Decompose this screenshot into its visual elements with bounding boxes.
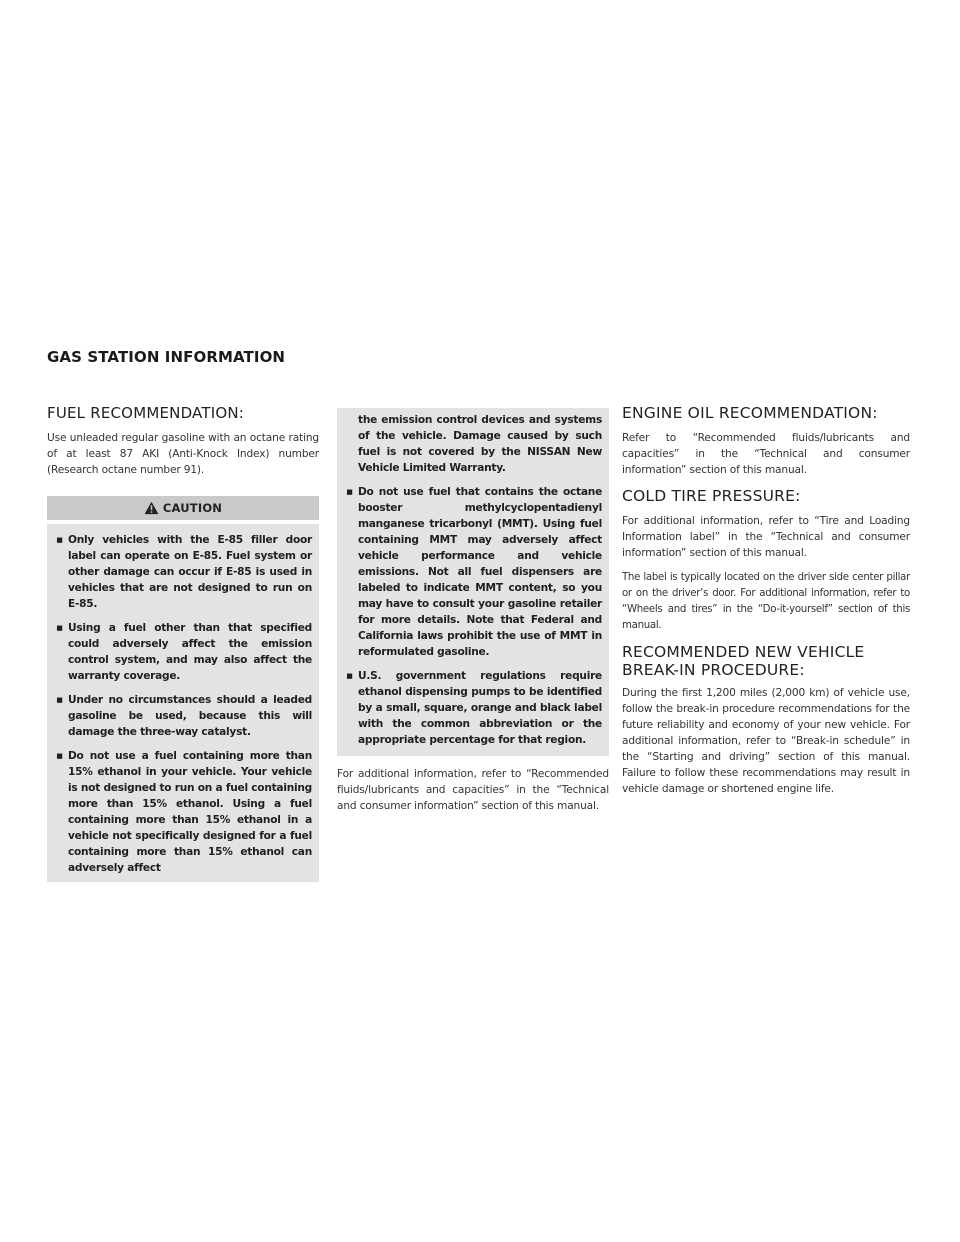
caution-item-continued: [344, 412, 602, 476]
bullet-icon: ▪: [56, 694, 63, 706]
caution-item: [344, 668, 602, 748]
column-1: [47, 404, 319, 882]
bullet-icon: ▪: [56, 534, 63, 546]
caution-box-continued: [337, 408, 609, 756]
caution-item: [344, 484, 602, 660]
caution-item-text: Do not use fuel that contains the octane booster methylcyclopentadienyl manganese tricarbonyl (MMT). Using fuel containing MMT may adversely affect vehicle performance and vehicle emissions. Not all fuel dispensers are labeled to indicate MMT content, so you may have to consult your gasoline retailer for more details. Note that Federal and California laws prohibit the use of MMT in reformulated gasoline.: [358, 486, 602, 658]
bullet-icon: ▪: [56, 750, 63, 762]
caution-item-text: Only vehicles with the E-85 filler door label can operate on E-85. Fuel system or other damage can occur if E-85 is used in vehicles that are not designed to run on E-85.: [68, 534, 312, 610]
caution-item: [54, 692, 312, 740]
breakin-heading-line-1: RECOMMENDED NEW VEHICLE: [622, 643, 865, 661]
tire-text-1: For additional information, refer to “Tire and Loading Information label” in the “Technical and consumer information” section of this manual.: [622, 515, 910, 559]
caution-header: [47, 496, 319, 520]
fuel-intro: Use unleaded regular gasoline with an octane rating of at least 87 AKI (Anti-Knock Index) number (Research octane number 91).: [47, 432, 319, 476]
bullet-icon: ▪: [56, 622, 63, 634]
breakin-text: During the first 1,200 miles (2,000 km) of vehicle use, follow the break-in procedure recommendations for the future reliability and economy of your new vehicle. For additional information, refer to “Break-in schedule” in the “Starting and driving” section of this manual. Failure to follow these recommendations may result in vehicle damage or shortened engine life.: [622, 687, 910, 795]
column-2: [337, 408, 609, 823]
fuel-additional-info: For additional information, refer to “Recommended fluids/lubricants and capacities” in the “Technical and consumer information” section of this manual.: [337, 768, 609, 812]
bullet-icon: ▪: [346, 670, 353, 682]
tire-text-2: The label is typically located on the driver side center pillar or on the driver’s door. For additional information, refer to “Wheels and tires” in the “Do-it-yourself” section of this manual.: [622, 572, 910, 631]
section-title: GAS STATION INFORMATION: [47, 348, 286, 366]
breakin-heading: [622, 643, 910, 679]
fuel-heading: FUEL RECOMMENDATION:: [47, 404, 245, 422]
engine-oil-text: Refer to “Recommended fluids/lubricants and capacities” in the “Technical and consumer information” section of this manual.: [622, 432, 910, 476]
caution-label: CAUTION: [162, 501, 223, 515]
caution-item: [54, 748, 312, 876]
caution-item-text: Using a fuel other than that specified could adversely affect the emission control system, and may also affect the warranty coverage.: [68, 622, 312, 682]
caution-item-text: Do not use a fuel containing more than 15% ethanol in your vehicle. Your vehicle is not designed to run on a fuel containing more than 15% ethanol. Using a fuel containing more than 15% ethanol in a vehicle not specifically designed for a fuel containing more than 15% ethanol can adversely affect: [68, 750, 313, 874]
caution-item-text: the emission control devices and systems of the vehicle. Damage caused by such fuel is not covered by the NISSAN New Vehicle Limited Warranty.: [358, 414, 602, 474]
tire-heading: COLD TIRE PRESSURE:: [622, 487, 801, 505]
column-3: [622, 404, 910, 806]
caution-box: [47, 524, 319, 882]
engine-oil-heading: ENGINE OIL RECOMMENDATION:: [622, 404, 878, 422]
caution-item-text: Under no circumstances should a leaded gasoline be used, because this will damage the three-way catalyst.: [68, 694, 312, 738]
caution-item-text: U.S. government regulations require ethanol dispensing pumps to be identified by a small, square, orange and black label with the common abbreviation or the appropriate percentage for that region.: [358, 670, 602, 746]
caution-item: [54, 532, 312, 612]
bullet-icon: ▪: [346, 486, 353, 498]
breakin-heading-line-2: BREAK-IN PROCEDURE:: [622, 661, 805, 679]
warning-triangle-icon: [144, 501, 159, 515]
caution-item: [54, 620, 312, 684]
